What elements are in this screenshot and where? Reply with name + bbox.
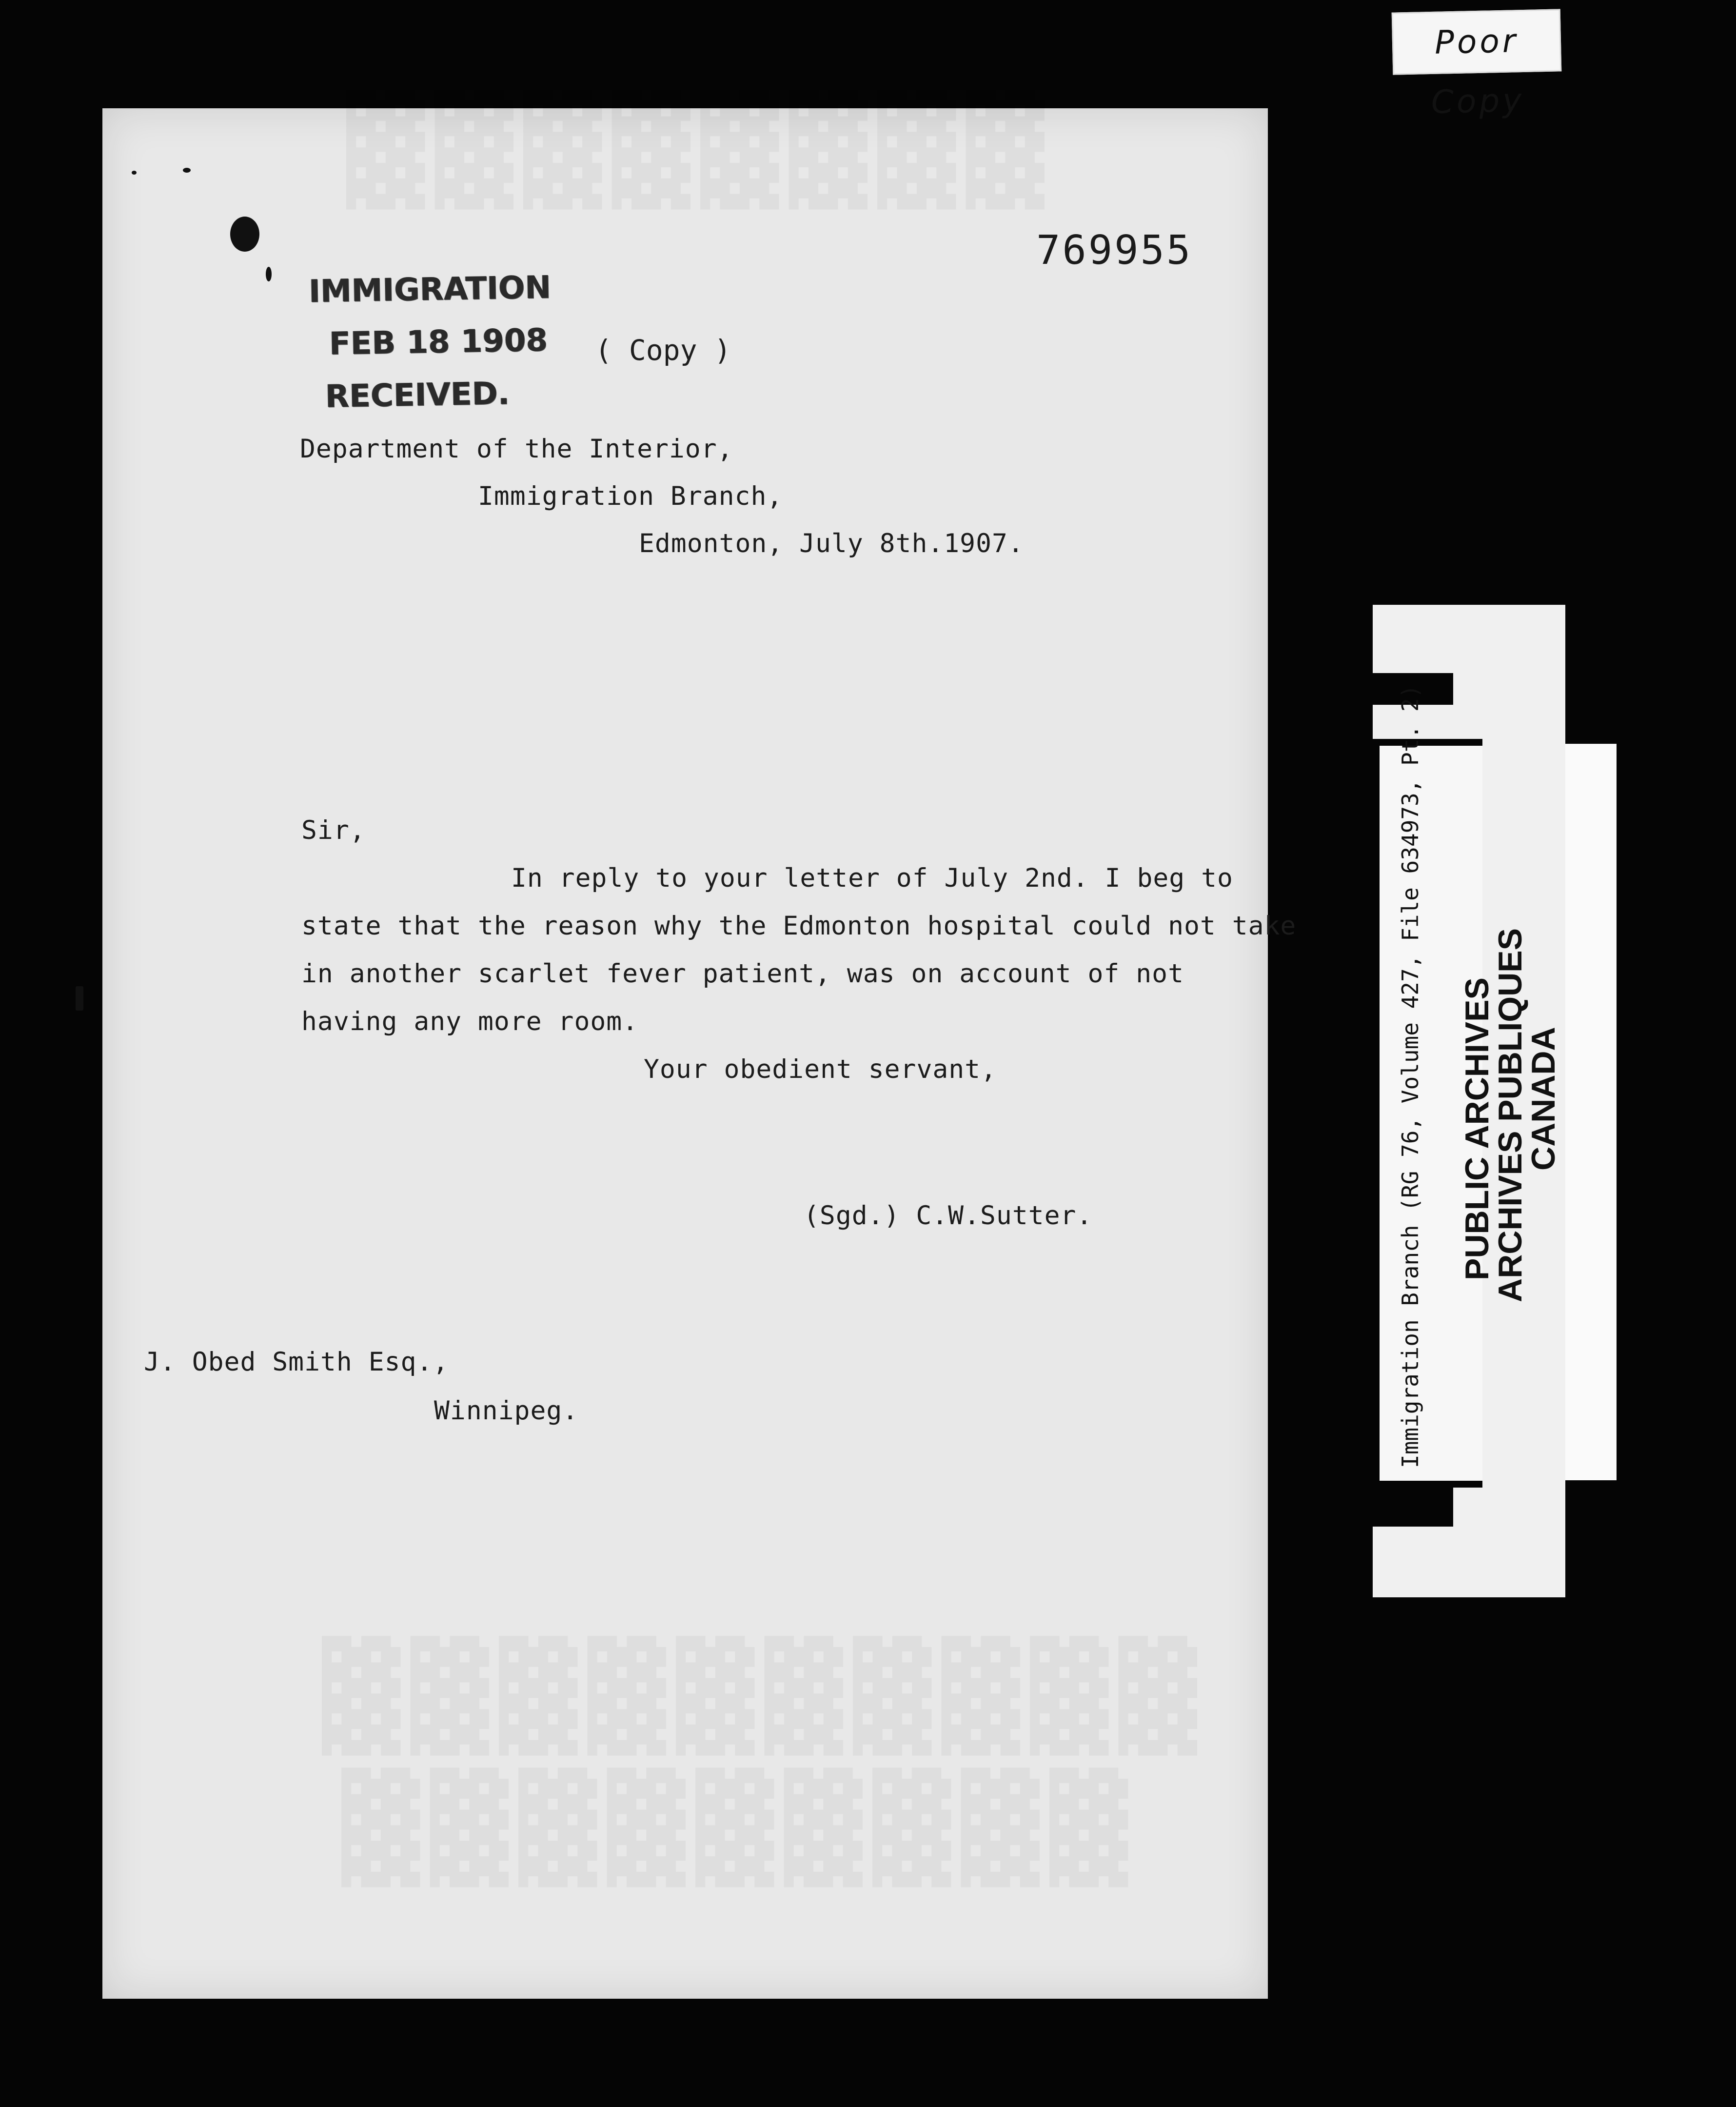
letter-page bbox=[102, 108, 1297, 1999]
received-stamp bbox=[308, 261, 552, 423]
stamp-line-3: RECEIVED. bbox=[325, 376, 510, 415]
addressee-city: Winnipeg. bbox=[434, 1396, 579, 1426]
ink-speck bbox=[132, 171, 137, 175]
signature: (Sgd.) C.W.Sutter. bbox=[804, 1201, 1093, 1231]
bleed-through-top bbox=[336, 89, 1045, 209]
body-line: having any more room. bbox=[301, 1007, 639, 1036]
archive-sticker-strip bbox=[1565, 744, 1617, 1480]
archive-title-line-3: CANADA bbox=[1525, 1027, 1562, 1171]
copy-label: ( Copy ) bbox=[595, 334, 731, 367]
poor-copy-note: Poor Copy bbox=[1392, 9, 1562, 75]
ink-speck bbox=[266, 267, 272, 281]
header-branch: Immigration Branch, bbox=[478, 481, 783, 511]
bleed-through-bottom-1 bbox=[312, 1635, 1197, 1755]
salutation: Sir, bbox=[301, 815, 366, 845]
body-line: state that the reason why the Edmonton hospital could not take bbox=[301, 911, 1297, 941]
ink-blot bbox=[230, 217, 259, 252]
archive-title-line-2: ARCHIVES PUBLIQUES bbox=[1492, 928, 1529, 1302]
header-place-date: Edmonton, July 8th.1907. bbox=[639, 529, 1024, 558]
body-line: In reply to your letter of July 2nd. I beg to bbox=[511, 863, 1233, 893]
stamp-line-2: FEB 18 1908 bbox=[329, 322, 548, 362]
ink-speck bbox=[76, 986, 83, 1011]
header-department: Department of the Interior, bbox=[300, 434, 733, 464]
ink-speck bbox=[183, 168, 191, 173]
closing: Your obedient servant, bbox=[644, 1054, 997, 1084]
archive-title-line-1: PUBLIC ARCHIVES bbox=[1459, 977, 1496, 1280]
addressee-name: J. Obed Smith Esq., bbox=[144, 1347, 449, 1377]
document-number: 769955 bbox=[1036, 227, 1193, 274]
body-line: in another scarlet fever patient, was on account of not bbox=[301, 959, 1184, 989]
archive-reference: Immigration Branch (RG 76, Volume 427, File 634973, Pt. 2) bbox=[1397, 684, 1423, 1468]
bleed-through-bottom-2 bbox=[332, 1767, 1128, 1887]
sticker-notch-bottom bbox=[1373, 1488, 1453, 1527]
stamp-line-1: IMMIGRATION bbox=[308, 269, 552, 310]
